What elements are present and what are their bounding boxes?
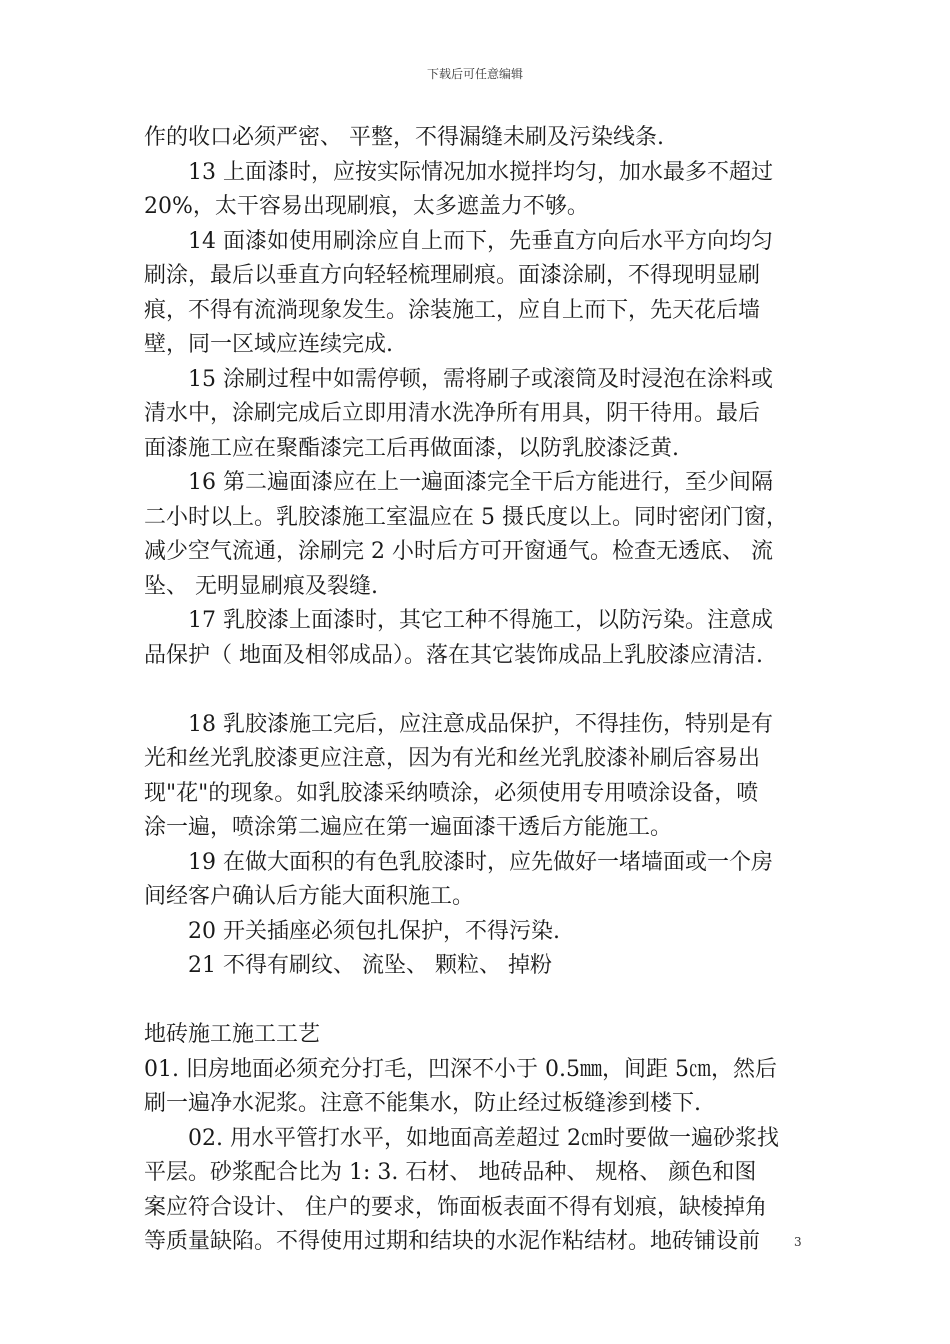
page-header: 下载后可任意编辑 [426,67,523,81]
text-line: 间经客户确认后方能大面积施工。 [144,884,475,909]
text-line: 二小时以上。乳胶漆施工室温应在 5 摄氏度以上。同时密闭门窗， [144,504,788,530]
text-line: 刷一遍净水泥浆。注意不能集水，防止经过板缝渗到楼下. [144,1091,701,1116]
text-line: 现"花"的现象。如乳胶漆采纳喷涂，必须使用专用喷涂设备，喷 [144,780,759,806]
text-line: 平层。砂浆配合比为 1: 3. 石材、 地砖品种、 规格、 颜色和图 [144,1160,757,1185]
text-line: 18 乳胶漆施工完后，应注意成品保护，不得挂伤，特别是有 [188,711,773,737]
text-line: 13 上面漆时，应按实际情况加水搅拌均匀，加水最多不超过 [188,159,773,185]
text-line: 壁，同一区域应连续完成. [144,332,393,357]
text-line: 21 不得有刷纹、 流坠、 颗粒、 掉粉 [188,953,552,978]
text-line: 地砖施工施工工艺 [144,1022,321,1047]
text-line: 14 面漆如使用刷涂应自上而下，先垂直方向后水平方向均匀 [188,228,773,254]
text-line: 刷涂，最后以垂直方向轻轻梳理刷痕。面漆涂刷，不得现明显刷 [144,263,761,288]
text-line: 作的收口必须严密、 平整，不得漏缝未刷及污染线条. [144,125,664,150]
blank-line [144,984,808,1019]
text-line: 涂一遍，喷涂第二遍应在第一遍面漆干透后方能施工。 [144,815,673,840]
text-line: 减少空气流通，涂刷完 2 小时后方可开窗通气。检查无透底、 流 [144,539,773,564]
text-line: 17 乳胶漆上面漆时，其它工种不得施工，以防污染。注意成 [188,608,773,633]
text-line: 20 开关插座必须包扎保护，不得污染. [188,918,560,944]
text-line: 等质量缺陷。不得使用过期和结块的水泥作粘结材。地砖铺设前 [144,1229,761,1254]
document-body [144,121,808,1260]
text-line: 19 在做大面积的有色乳胶漆时，应先做好一堵墙面或一个房 [188,849,773,875]
text-line: 16 第二遍面漆应在上一遍面漆完全干后方能进行，至少间隔 [188,470,773,495]
text-line: 痕，不得有流淌现象发生。涂装施工，应自上而下，先天花后墙 [144,297,761,323]
text-line: 光和丝光乳胶漆更应注意，因为有光和丝光乳胶漆补刷后容易出 [144,746,761,771]
text-line: 清水中，涂刷完成后立即用清水洗净所有用具，阴干待用。最后 [144,401,761,426]
text-line: 02. 用水平管打水平，如地面高差超过 2㎝时要做一遍砂浆找 [188,1125,779,1151]
text-line: 15 涂刷过程中如需停顿，需将刷子或滚筒及时浸泡在涂料或 [188,366,773,392]
blank-line [144,673,808,708]
text-line: 品保护（ 地面及相邻成品）。落在其它装饰成品上乳胶漆应清洁. [144,642,763,668]
text-line: 案应符合设计、 住户的要求，饰面板表面不得有划痕，缺棱掉角 [144,1194,767,1220]
page-number: 3 [794,1235,802,1249]
text-line: 面漆施工应在聚酯漆完工后再做面漆，以防乳胶漆泛黄. [144,435,679,461]
text-line: 20%，太干容易出现刷痕，太多遮盖力不够。 [144,194,589,219]
text-line: 01. 旧房地面必须充分打毛，凹深不小于 0.5㎜，间距 5㎝，然后 [144,1056,777,1082]
text-line: 坠、 无明显刷痕及裂缝. [144,573,378,599]
